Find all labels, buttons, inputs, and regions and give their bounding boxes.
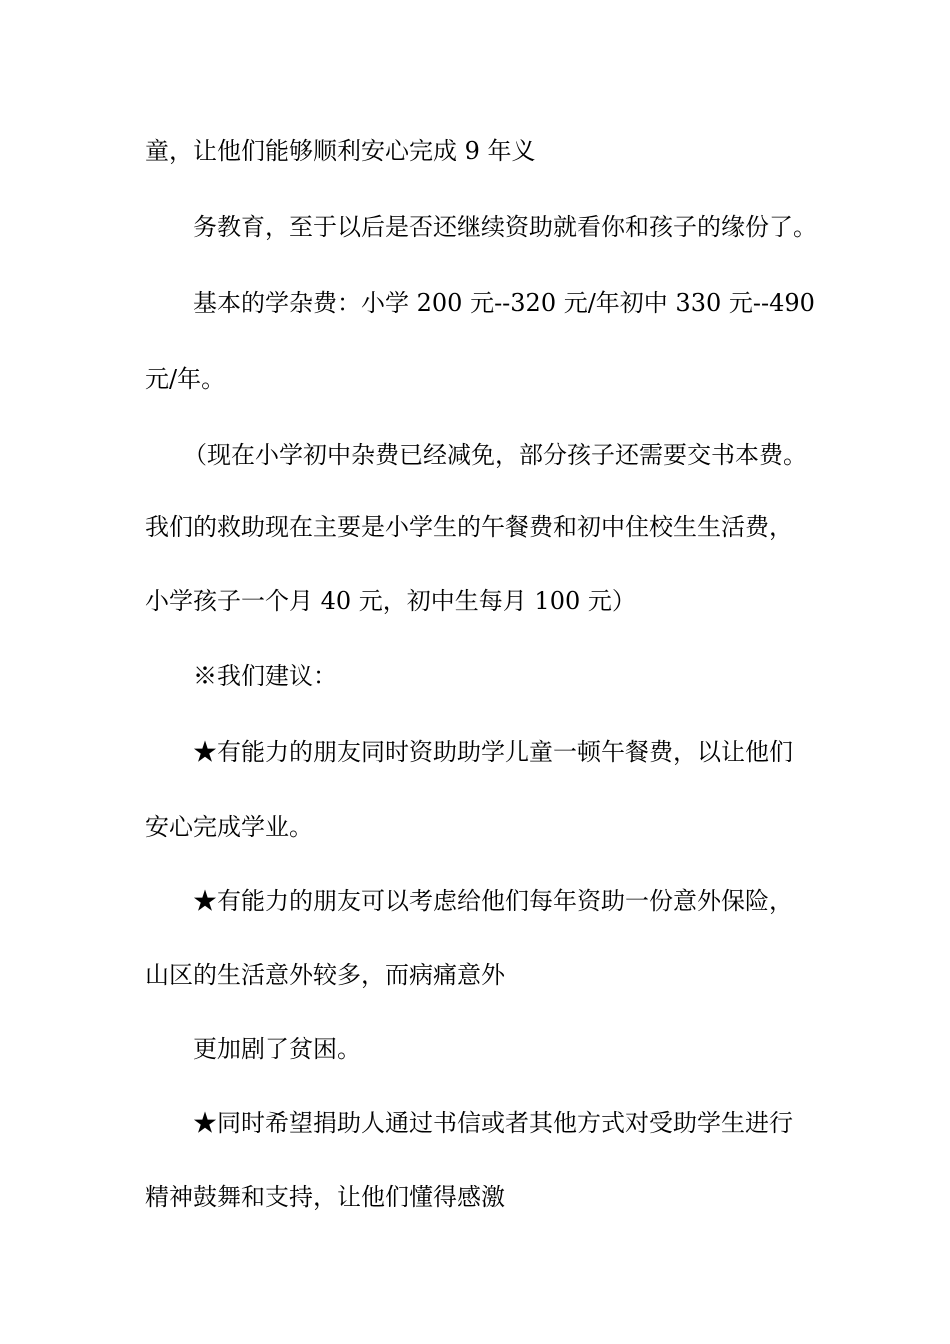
text-line: ★有能力的朋友同时资助助学儿童一顿午餐费，以让他们 (193, 738, 793, 766)
text-line: （现在小学初中杂费已经减免，部分孩子还需要交书本费。 (183, 441, 807, 469)
text-line: 元/年。 (145, 365, 226, 393)
text-line: 小学孩子一个月 40 元，初中生每月 100 元） (145, 587, 636, 615)
text-line: 安心完成学业。 (145, 813, 313, 841)
text-line: 童，让他们能够顺利安心完成 9 年义 (145, 137, 536, 165)
text-line: 务教育，至于以后是否还继续资助就看你和孩子的缘份了。 (193, 213, 817, 241)
text-line: 我们的救助现在主要是小学生的午餐费和初中住校生生活费， (145, 513, 793, 541)
text-line: 精神鼓舞和支持，让他们懂得感激 (145, 1183, 505, 1211)
text-line: 基本的学杂费：小学 200 元--320 元/年初中 330 元--490 (193, 289, 815, 317)
text-line: 更加剧了贫困。 (193, 1035, 361, 1063)
text-line: 山区的生活意外较多，而病痛意外 (145, 961, 505, 989)
text-line: ※我们建议： (193, 662, 337, 690)
text-line: ★同时希望捐助人通过书信或者其他方式对受助学生进行 (193, 1109, 793, 1137)
text-line: ★有能力的朋友可以考虑给他们每年资助一份意外保险， (193, 887, 793, 915)
